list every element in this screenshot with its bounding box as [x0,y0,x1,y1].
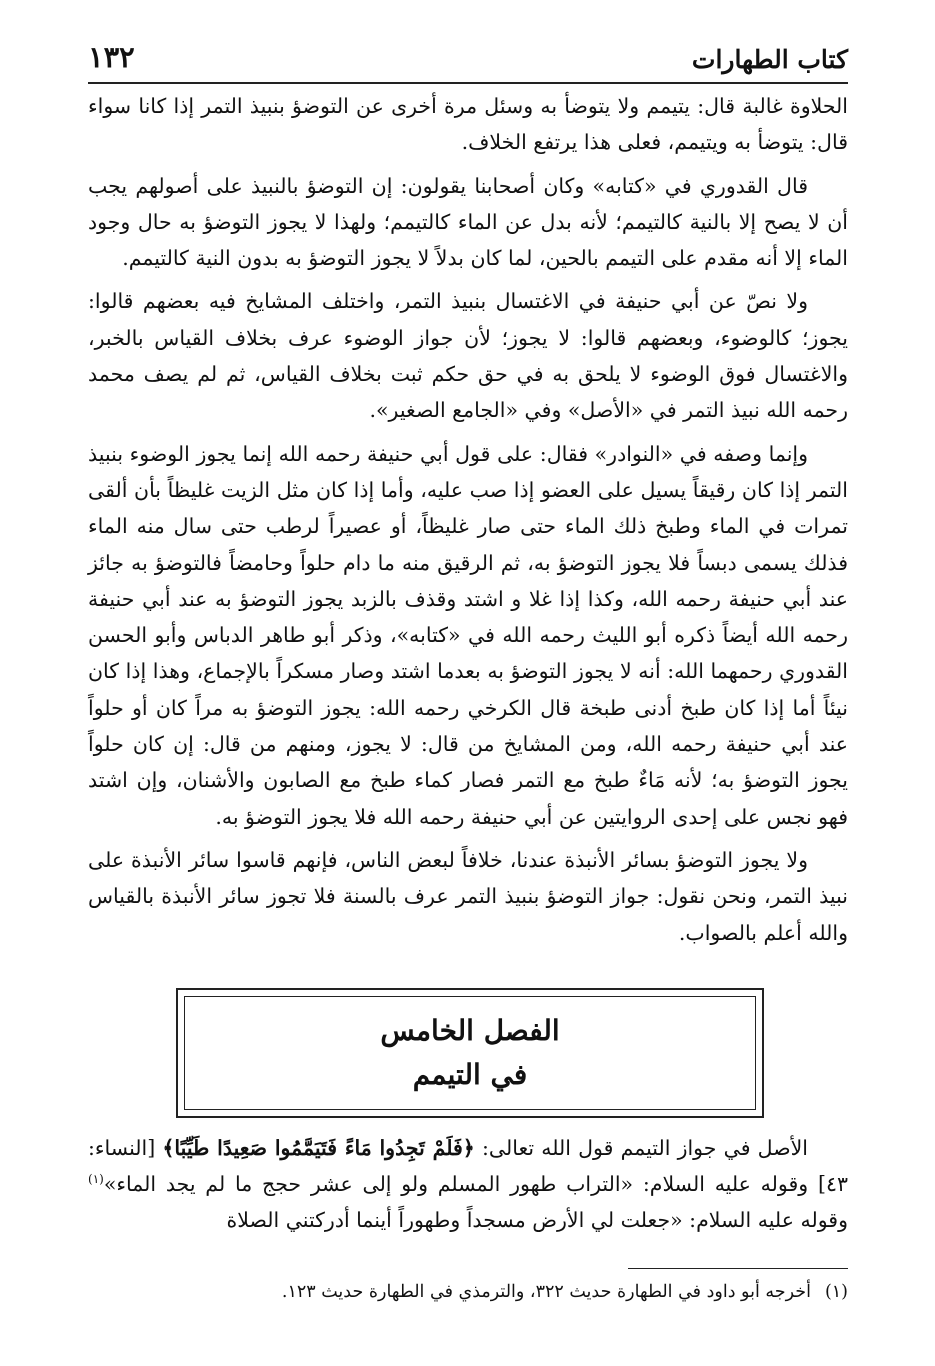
paragraph: وإنما وصفه في «النوادر» فقال: على قول أبي حنيفة رحمه الله إنما يجوز الوضوء بنبيذ التمر إذا كان رقيقاً يسيل على العضو إذا صب عليه، وأما إذا كان مثل الزيت غليظاً بأن ألقى تمرات في الماء وطبخ ذلك الماء حتى صار غليظاً، أو عصيراً لرطب حتى سال منه الماء فذلك يسمى دبساً فلا يجوز التوضؤ به، ثم الرقيق منه ما دام حلواً وحامضاً فالتوضؤ به جائز عند أبي حنيفة رحمه الله، وكذا إذا غلا و اشتد وقذف بالزبد يجوز التوضؤ به عند أبي حنيفة رحمه الله أيضاً ذكره أبو الليث رحمه الله في «كتابه»، وذكر أبو طاهر الدباس وأبو الحسن القدوري رحمهما الله: أنه لا يجوز التوضؤ به بعدما اشتد وصار مسكراً بالإجماع، وهذا إذا كان نيئاً أما إذا كان طبخ أدنى طبخة قال الكرخي رحمه الله: يجوز التوضؤ به مراً كان أو حلواً عند أبي حنيفة رحمه الله، ومن المشايخ من قال: لا يجوز، ومنهم من قال: إن كان حلواً يجوز التوضؤ به؛ لأنه مَاءٌ طبخ مع التمر فصار كماء طبخ مع الصابون والأشنان، وإن اشتد فهو نجس على إحدى الروايتين عن أبي حنيفة رحمه الله فلا يجوز التوضؤ به. [88,441,848,829]
header-rule [88,82,848,84]
paragraph: ولا يجوز التوضؤ بسائر الأنبذة عندنا، خلافاً لبعض الناس، فإنهم قاسوا سائر الأنبذة على نبيذ التمر، ونحن نقول: جواز التوضؤ بنبيذ التمر عرف بالسنة فلا تجوز سائر الأنبذة بالقياس والله أعلم بالصواب. [88,847,848,945]
quran-verse: ﴿فَلَمْ تَجِدُوا مَاءً فَتَيَمَّمُوا صَعِيدًا طَيِّبًا﴾ [162,1136,475,1160]
main-text [88,88,848,958]
chapter-heading-inner [184,996,756,1110]
hadith-text: وقوله عليه السلام: «التراب طهور المسلم ولو إلى عشر حجج ما لم يجد الماء» [103,1172,809,1196]
intro-text: الأصل في جواز التيمم قول الله تعالى: [474,1136,808,1160]
page-number: ١٣٢ [88,40,135,74]
hadith-text: وقوله عليه السلام: «جعلت لي الأرض مسجداً وطهوراً أينما أدركتني الصلاة [226,1208,848,1232]
chapter-heading-box [176,988,764,1118]
footnote-rule [628,1268,848,1269]
chapter-text [88,1130,848,1238]
footnote-number: (١) [824,1282,848,1302]
chapter-subtitle: في التيمم [412,1058,528,1091]
verse-reference: [النساء: ٤٣] [88,1136,848,1196]
chapter-title: الفصل الخامس [380,1014,560,1047]
paragraph: الحلاوة غالبة قال: يتيمم ولا يتوضأ به وسئل مرة أخرى عن التوضؤ بنبيذ التمر إذا كانا سواء قال: يتوضأ به ويتيمم، فعلى هذا يرتفع الخلاف. [88,94,848,155]
paragraph [88,1130,848,1238]
page-header [88,34,848,74]
paragraph: قال القدوري في «كتابه» وكان أصحابنا يقولون: إن التوضؤ بالنبيذ على أصولهم يجب أن لا يصح إلا بالنية كالتيمم؛ لأنه بدل عن الماء كالتيمم؛ ولهذا لا يجوز التوضؤ به حال وجود الماء إلا أنه مقدم على التيمم بالحين، لما كان بدلاً لا يجوز التوضؤ به بدون النية كالتيمم. [88,173,848,271]
paragraph: ولا نصّ عن أبي حنيفة في الاغتسال بنبيذ التمر، واختلف المشايخ فيه بعضهم قالوا: يجوز؛ كالوضوء، وبعضهم قالوا: لا يجوز؛ لأن جواز الوضوء عرف بخلاف القياس بالخبر، والاغتسال فوق الوضوء لا يلحق به في حق حكم ثبت بخلاف القياس، ثم لم يصف محمد رحمه الله نبيذ التمر في «الأصل» وفي «الجامع الصغير». [88,289,848,423]
footnote [100,1278,848,1306]
footnote-marker: (١) [88,1172,104,1187]
book-title: كتاب الطهارات [691,45,848,74]
footnote-text: أخرجه أبو داود في الطهارة حديث ٣٢٢، والترمذي في الطهارة حديث ١٢٣. [281,1282,811,1302]
